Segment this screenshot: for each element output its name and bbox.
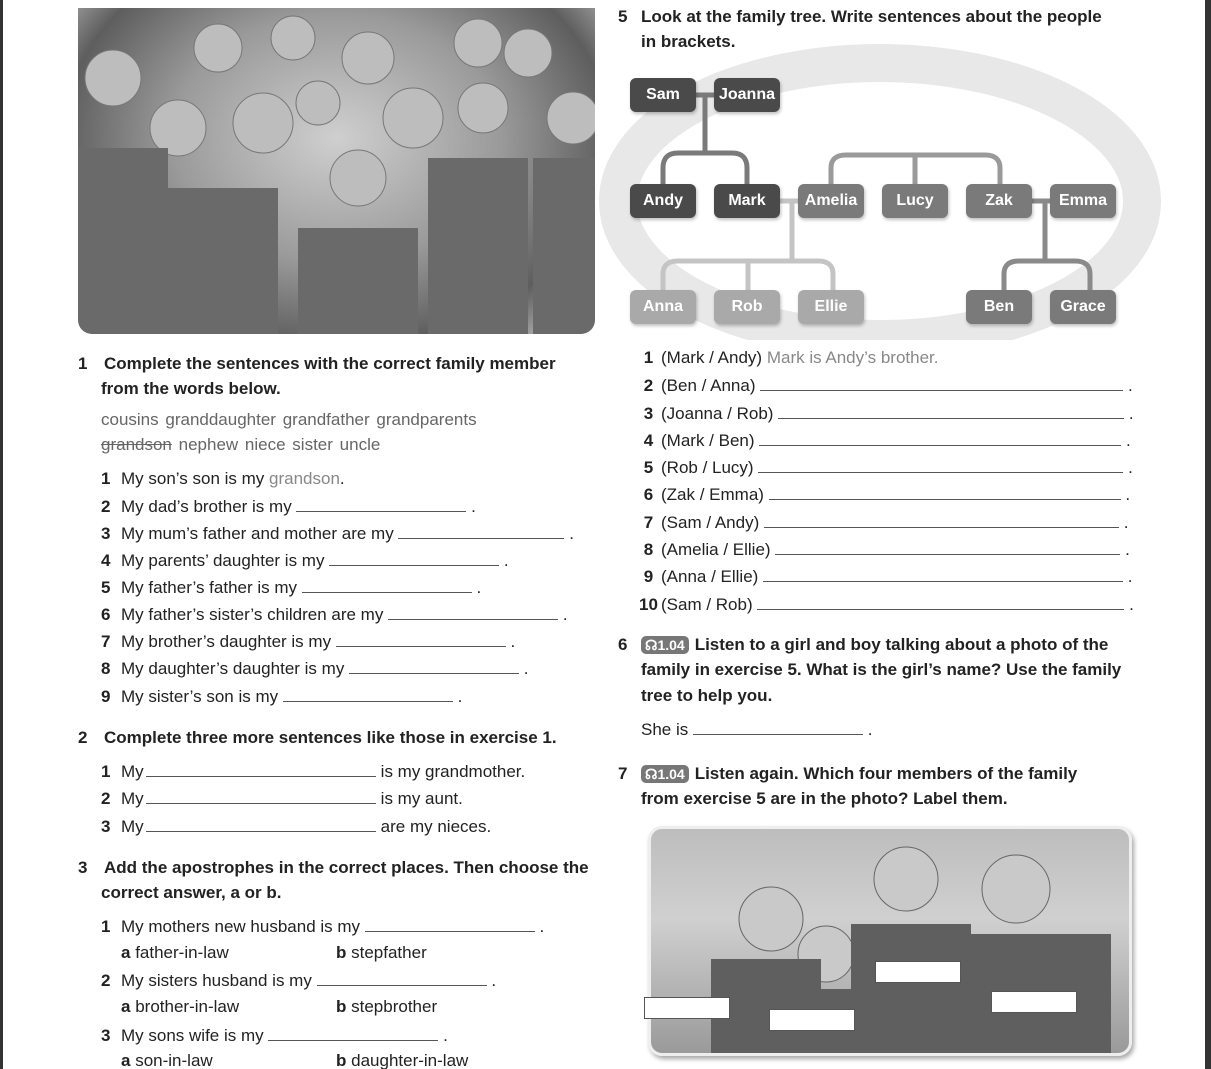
answer-blank[interactable] bbox=[769, 483, 1121, 500]
ex1-item bbox=[101, 495, 476, 518]
tree-node-sam: Sam bbox=[630, 78, 696, 112]
family-tree-connectors bbox=[0, 0, 1211, 340]
item-end: . bbox=[523, 659, 529, 678]
word-bank-word: grandfather bbox=[282, 410, 370, 429]
headphones-icon: ☊ bbox=[645, 637, 658, 653]
audio-track-number: 1.04 bbox=[657, 637, 685, 653]
item-number: 5 bbox=[101, 578, 111, 597]
item-text: My bbox=[121, 817, 144, 836]
ex5-item bbox=[636, 511, 1128, 534]
item-number: 2 bbox=[643, 376, 654, 395]
item-pair: (Sam / Andy) bbox=[661, 513, 760, 532]
item-text: My bbox=[121, 762, 144, 781]
ex1-title bbox=[78, 353, 556, 375]
item-end: . bbox=[503, 551, 509, 570]
audio-track-badge[interactable] bbox=[641, 636, 689, 654]
item-number: 2 bbox=[101, 789, 111, 808]
item-text: My parents’ daughter is my bbox=[121, 551, 325, 570]
photo-label-box[interactable] bbox=[991, 991, 1077, 1013]
word-bank bbox=[101, 434, 380, 456]
answer-blank[interactable] bbox=[764, 511, 1119, 528]
item-end: . bbox=[1127, 567, 1133, 586]
answer-blank[interactable] bbox=[146, 760, 376, 777]
option-letter: b bbox=[336, 943, 347, 962]
ex3-option-a[interactable] bbox=[121, 1050, 213, 1069]
item-number: 9 bbox=[643, 567, 654, 586]
exercise-number: 7 bbox=[618, 764, 628, 783]
item-end: . bbox=[491, 971, 497, 990]
item-number: 4 bbox=[643, 431, 654, 450]
ex5-item bbox=[636, 429, 1131, 452]
item-end: . bbox=[471, 497, 476, 516]
item-pair: (Zak / Emma) bbox=[661, 485, 764, 504]
exercise-number: 2 bbox=[78, 728, 88, 747]
ex7-title-line: Listen again. Which four members of the family bbox=[694, 764, 1078, 783]
tree-node-lucy: Lucy bbox=[882, 184, 948, 218]
item-number: 3 bbox=[101, 1026, 111, 1045]
option-text: stepfather bbox=[351, 943, 427, 962]
tree-node-ellie: Ellie bbox=[798, 290, 864, 324]
answer-blank[interactable] bbox=[763, 565, 1123, 582]
item-pair: (Ben / Anna) bbox=[661, 376, 756, 395]
ex3-option-b[interactable] bbox=[336, 942, 427, 964]
option-text: stepbrother bbox=[351, 997, 438, 1016]
item-number: 9 bbox=[101, 687, 111, 706]
item-number: 2 bbox=[101, 497, 111, 516]
item-pair: (Mark / Andy) bbox=[661, 348, 763, 367]
ex5-item bbox=[636, 593, 1134, 616]
example-answer: Mark is Andy’s brother. bbox=[766, 348, 939, 367]
tree-node-grace: Grace bbox=[1050, 290, 1116, 324]
ex2-item bbox=[101, 760, 525, 783]
item-text: My father’s sister’s children are my bbox=[121, 605, 384, 624]
option-text: brother-in-law bbox=[135, 997, 240, 1016]
word-bank bbox=[101, 409, 477, 431]
item-number: 1 bbox=[101, 469, 111, 488]
item-end: . bbox=[1126, 431, 1131, 450]
ex3-item bbox=[101, 915, 544, 938]
ex3-option-a[interactable] bbox=[121, 942, 229, 964]
item-text: My bbox=[121, 789, 144, 808]
item-number: 4 bbox=[101, 551, 111, 570]
item-number: 3 bbox=[101, 817, 111, 836]
item-number: 7 bbox=[101, 632, 111, 651]
tree-node-emma: Emma bbox=[1050, 184, 1116, 218]
ex6-title-line: tree to help you. bbox=[641, 686, 773, 705]
item-number: 6 bbox=[101, 605, 111, 624]
tree-node-zak: Zak bbox=[966, 184, 1032, 218]
option-letter: a bbox=[121, 1051, 131, 1069]
answer-blank[interactable] bbox=[146, 815, 376, 832]
item-text: My father’s father is my bbox=[121, 578, 298, 597]
item-end: . bbox=[1128, 404, 1134, 423]
answer-blank[interactable] bbox=[349, 657, 519, 674]
item-text: My dad’s brother is my bbox=[121, 497, 292, 516]
item-pair: (Amelia / Ellie) bbox=[661, 540, 771, 559]
answer-blank[interactable] bbox=[760, 374, 1123, 391]
ex5-item bbox=[636, 402, 1134, 425]
example-answer: grandson bbox=[269, 469, 340, 488]
item-end: . bbox=[1125, 485, 1131, 504]
answer-blank[interactable] bbox=[329, 549, 499, 566]
item-pair: (Rob / Lucy) bbox=[661, 458, 754, 477]
item-end: . bbox=[569, 524, 574, 543]
item-end: . bbox=[510, 632, 516, 651]
answer-blank[interactable] bbox=[146, 787, 376, 804]
item-end: . bbox=[1128, 458, 1133, 477]
tree-node-mark: Mark bbox=[714, 184, 780, 218]
word-bank-word-used: grandson bbox=[101, 435, 172, 454]
option-letter: a bbox=[121, 943, 131, 962]
item-text: My daughter’s daughter is my bbox=[121, 659, 345, 678]
option-letter: b bbox=[336, 997, 347, 1016]
item-text: My brother’s daughter is my bbox=[121, 632, 332, 651]
option-text: son-in-law bbox=[135, 1051, 213, 1069]
item-text: My sons wife is my bbox=[121, 1026, 264, 1045]
tree-node-rob: Rob bbox=[714, 290, 780, 324]
exercise-number: 6 bbox=[618, 635, 628, 654]
audio-track-badge[interactable] bbox=[641, 765, 689, 783]
option-text: father-in-law bbox=[135, 943, 229, 962]
word-bank-word: grandparents bbox=[376, 410, 477, 429]
item-end: . bbox=[539, 917, 545, 936]
ex1-item bbox=[101, 576, 481, 599]
item-number: 1 bbox=[101, 917, 111, 936]
item-end: . bbox=[476, 578, 482, 597]
item-end: are my nieces. bbox=[380, 817, 492, 836]
item-pair: (Anna / Ellie) bbox=[661, 567, 759, 586]
ex3-title bbox=[78, 857, 589, 879]
answer-blank[interactable] bbox=[759, 429, 1121, 446]
audio-track-number: 1.04 bbox=[657, 766, 685, 782]
word-bank-word: niece bbox=[244, 435, 286, 454]
item-end: . bbox=[339, 469, 345, 488]
option-text: daughter-in-law bbox=[351, 1051, 469, 1069]
item-text: My son’s son is my bbox=[121, 469, 265, 488]
photo-label-box[interactable] bbox=[769, 1009, 855, 1031]
item-number: 3 bbox=[101, 524, 111, 543]
tree-node-joanna: Joanna bbox=[714, 78, 780, 112]
tree-node-andy: Andy bbox=[630, 184, 696, 218]
ex7-title bbox=[618, 763, 1077, 785]
item-end: . bbox=[562, 605, 568, 624]
answer-blank[interactable] bbox=[283, 685, 453, 702]
item-end: . bbox=[457, 687, 463, 706]
photo-label-box[interactable] bbox=[644, 997, 730, 1019]
ex2-title bbox=[78, 727, 557, 749]
exercise-number: 3 bbox=[78, 858, 88, 877]
answer-blank[interactable] bbox=[365, 915, 535, 932]
item-end: . bbox=[1125, 540, 1130, 559]
ex1-item bbox=[101, 657, 529, 680]
item-end: is my aunt. bbox=[380, 789, 463, 808]
answer-prefix: She is bbox=[641, 720, 689, 739]
item-end: . bbox=[443, 1026, 448, 1045]
item-number: 10 bbox=[639, 595, 658, 614]
ex5-title-line: Look at the family tree. Write sentences about the people bbox=[641, 7, 1102, 26]
answer-blank[interactable] bbox=[268, 1024, 438, 1041]
tree-node-amelia: Amelia bbox=[798, 184, 864, 218]
item-pair: (Joanna / Rob) bbox=[661, 404, 774, 423]
item-number: 8 bbox=[101, 659, 111, 678]
item-end: . bbox=[867, 720, 873, 739]
word-bank-word: cousins bbox=[101, 410, 159, 429]
answer-blank[interactable] bbox=[758, 456, 1123, 473]
exercise-number: 5 bbox=[618, 7, 628, 26]
item-text: My sister’s son is my bbox=[121, 687, 279, 706]
headphones-icon: ☊ bbox=[645, 766, 658, 782]
ex3-title-line: Add the apostrophes in the correct places. Then choose the bbox=[104, 858, 589, 877]
ex3-option-b[interactable] bbox=[336, 1050, 468, 1069]
family-photo-to-label bbox=[648, 826, 1132, 1056]
option-letter: b bbox=[336, 1051, 347, 1069]
item-text: My mothers new husband is my bbox=[121, 917, 361, 936]
answer-blank[interactable] bbox=[336, 630, 506, 647]
item-pair: (Mark / Ben) bbox=[661, 431, 755, 450]
ex3-item bbox=[101, 1024, 448, 1047]
exercise-number: 1 bbox=[78, 354, 88, 373]
answer-blank[interactable] bbox=[296, 495, 466, 512]
ex1-item bbox=[101, 468, 345, 490]
ex5-item bbox=[636, 374, 1136, 397]
item-text: My sisters husband is my bbox=[121, 971, 312, 990]
item-number: 5 bbox=[643, 458, 654, 477]
ex5-item bbox=[636, 483, 1130, 506]
item-number: 6 bbox=[643, 485, 654, 504]
ex6-answer bbox=[641, 718, 872, 741]
tree-node-anna: Anna bbox=[630, 290, 696, 324]
ex7-title-line: from exercise 5 are in the photo? Label them. bbox=[641, 789, 1008, 808]
ex3-title-line: correct answer, a or b. bbox=[101, 883, 282, 902]
word-bank-word: nephew bbox=[178, 435, 239, 454]
word-bank-word: sister bbox=[292, 435, 333, 454]
item-number: 7 bbox=[643, 513, 654, 532]
ex1-item bbox=[101, 685, 462, 708]
ex5-item bbox=[636, 456, 1133, 479]
ex6-title bbox=[618, 634, 1108, 656]
item-end: is my grandmother. bbox=[380, 762, 526, 781]
word-bank-word: granddaughter bbox=[165, 410, 276, 429]
item-end: . bbox=[1123, 513, 1129, 532]
ex6-title-line: family in exercise 5. What is the girl’s name? Use the family bbox=[641, 660, 1122, 679]
answer-blank[interactable] bbox=[757, 593, 1124, 610]
ex5-item bbox=[636, 538, 1130, 561]
ex1-item bbox=[101, 522, 574, 545]
item-number: 2 bbox=[101, 971, 111, 990]
ex1-title-line: Complete the sentences with the correct family member bbox=[104, 354, 556, 373]
word-bank-word: uncle bbox=[339, 435, 381, 454]
answer-blank[interactable] bbox=[775, 538, 1120, 555]
answer-blank[interactable] bbox=[317, 969, 487, 986]
ex6-title-line: Listen to a girl and boy talking about a photo of the bbox=[694, 635, 1109, 654]
ex5-item bbox=[636, 347, 938, 369]
ex5-title-line: in brackets. bbox=[641, 32, 736, 51]
answer-blank[interactable] bbox=[398, 522, 564, 539]
ex2-item bbox=[101, 787, 463, 810]
item-number: 8 bbox=[643, 540, 654, 559]
ex3-option-a[interactable] bbox=[121, 996, 239, 1018]
ex1-item bbox=[101, 603, 568, 626]
option-letter: a bbox=[121, 997, 131, 1016]
ex3-option-b[interactable] bbox=[336, 996, 437, 1018]
item-number: 3 bbox=[643, 404, 654, 423]
item-text: My mum’s father and mother are my bbox=[121, 524, 394, 543]
item-number: 1 bbox=[643, 348, 654, 367]
photo-label-box[interactable] bbox=[875, 961, 961, 983]
ex1-item bbox=[101, 549, 509, 572]
item-number: 1 bbox=[101, 762, 111, 781]
item-end: . bbox=[1127, 376, 1133, 395]
answer-blank[interactable] bbox=[693, 718, 863, 735]
ex2-title-text: Complete three more sentences like those in exercise 1. bbox=[104, 728, 557, 747]
answer-blank[interactable] bbox=[388, 603, 558, 620]
ex5-item bbox=[636, 565, 1133, 588]
tree-node-ben: Ben bbox=[966, 290, 1032, 324]
ex1-item bbox=[101, 630, 515, 653]
answer-blank[interactable] bbox=[778, 402, 1124, 419]
item-end: . bbox=[1129, 595, 1134, 614]
ex1-title-line: from the words below. bbox=[101, 379, 281, 398]
item-pair: (Sam / Rob) bbox=[661, 595, 753, 614]
ex2-item bbox=[101, 815, 491, 838]
answer-blank[interactable] bbox=[302, 576, 472, 593]
ex3-item bbox=[101, 969, 496, 992]
